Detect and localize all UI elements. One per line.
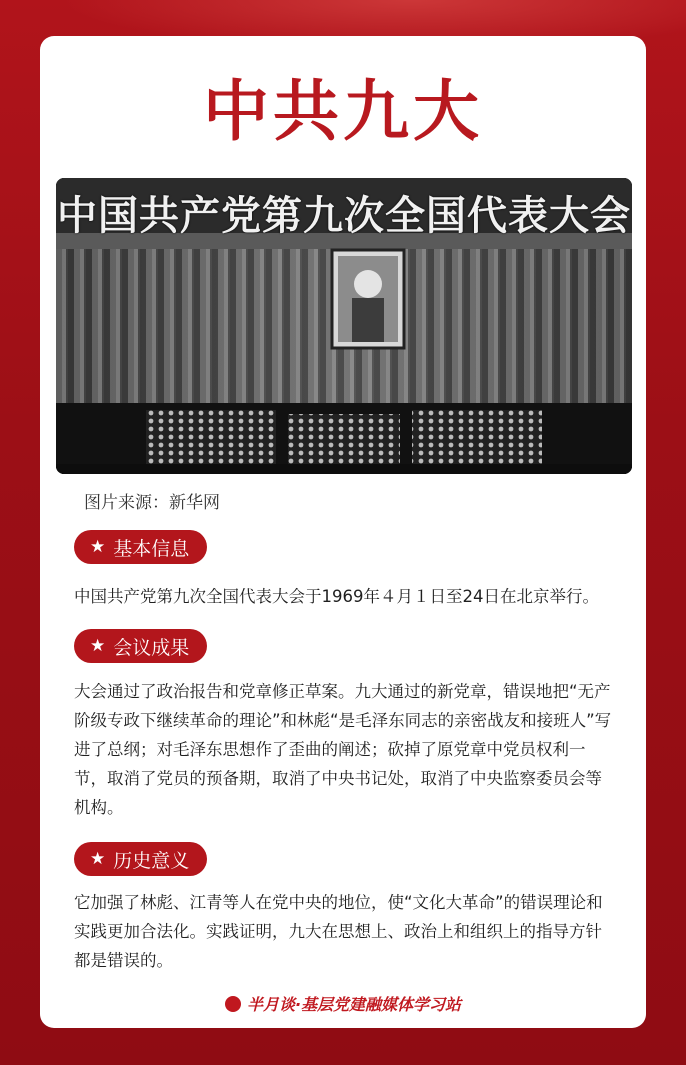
section-tag-significance — [74, 842, 207, 876]
photo-caption: 图片来源：新华网 — [84, 493, 220, 513]
footer-text: 半月谈·基层党建融媒体学习站 — [246, 995, 462, 1014]
section-tag-label: 会议成果 — [113, 636, 190, 659]
section-tag-results — [74, 629, 207, 663]
congress-photo — [56, 178, 632, 474]
banyuetan-logo-icon — [225, 996, 241, 1012]
page-title: 中共九大 — [203, 73, 483, 150]
star-icon: ★ — [90, 636, 106, 656]
star-icon: ★ — [90, 849, 106, 869]
star-icon: ★ — [90, 537, 106, 557]
footer-brand — [0, 992, 686, 1015]
section-text-results: 大会通过了政治报告和党章修正草案。九大通过的新党章，错误地把“无产阶级专政下继续革命的理论”和林彪“是毛泽东同志的亲密战友和接班人”写进了总纲；对毛泽东思想作了歪曲的阐述；砍掉了原党章中党员权利一节，取消了党员的预备期，取消了中央书记处，取消了中央监察委员会等机构。 — [74, 682, 612, 817]
photo-banner-text: 中国共产党第九次全国代表大会 — [57, 193, 631, 239]
section-tag-basic-info — [74, 530, 207, 564]
section-text-significance: 它加强了林彪、江青等人在党中央的地位，使“文化大革命”的错误理论和实践更加合法化。实践证明，九大在思想上、政治上和组织上的指导方针都是错误的。 — [74, 893, 603, 970]
section-text-basic-info: 中国共产党第九次全国代表大会于1969年４月１日至24日在北京举行。 — [74, 587, 599, 606]
section-tag-label: 历史意义 — [113, 849, 190, 872]
section-tag-label: 基本信息 — [113, 537, 190, 560]
